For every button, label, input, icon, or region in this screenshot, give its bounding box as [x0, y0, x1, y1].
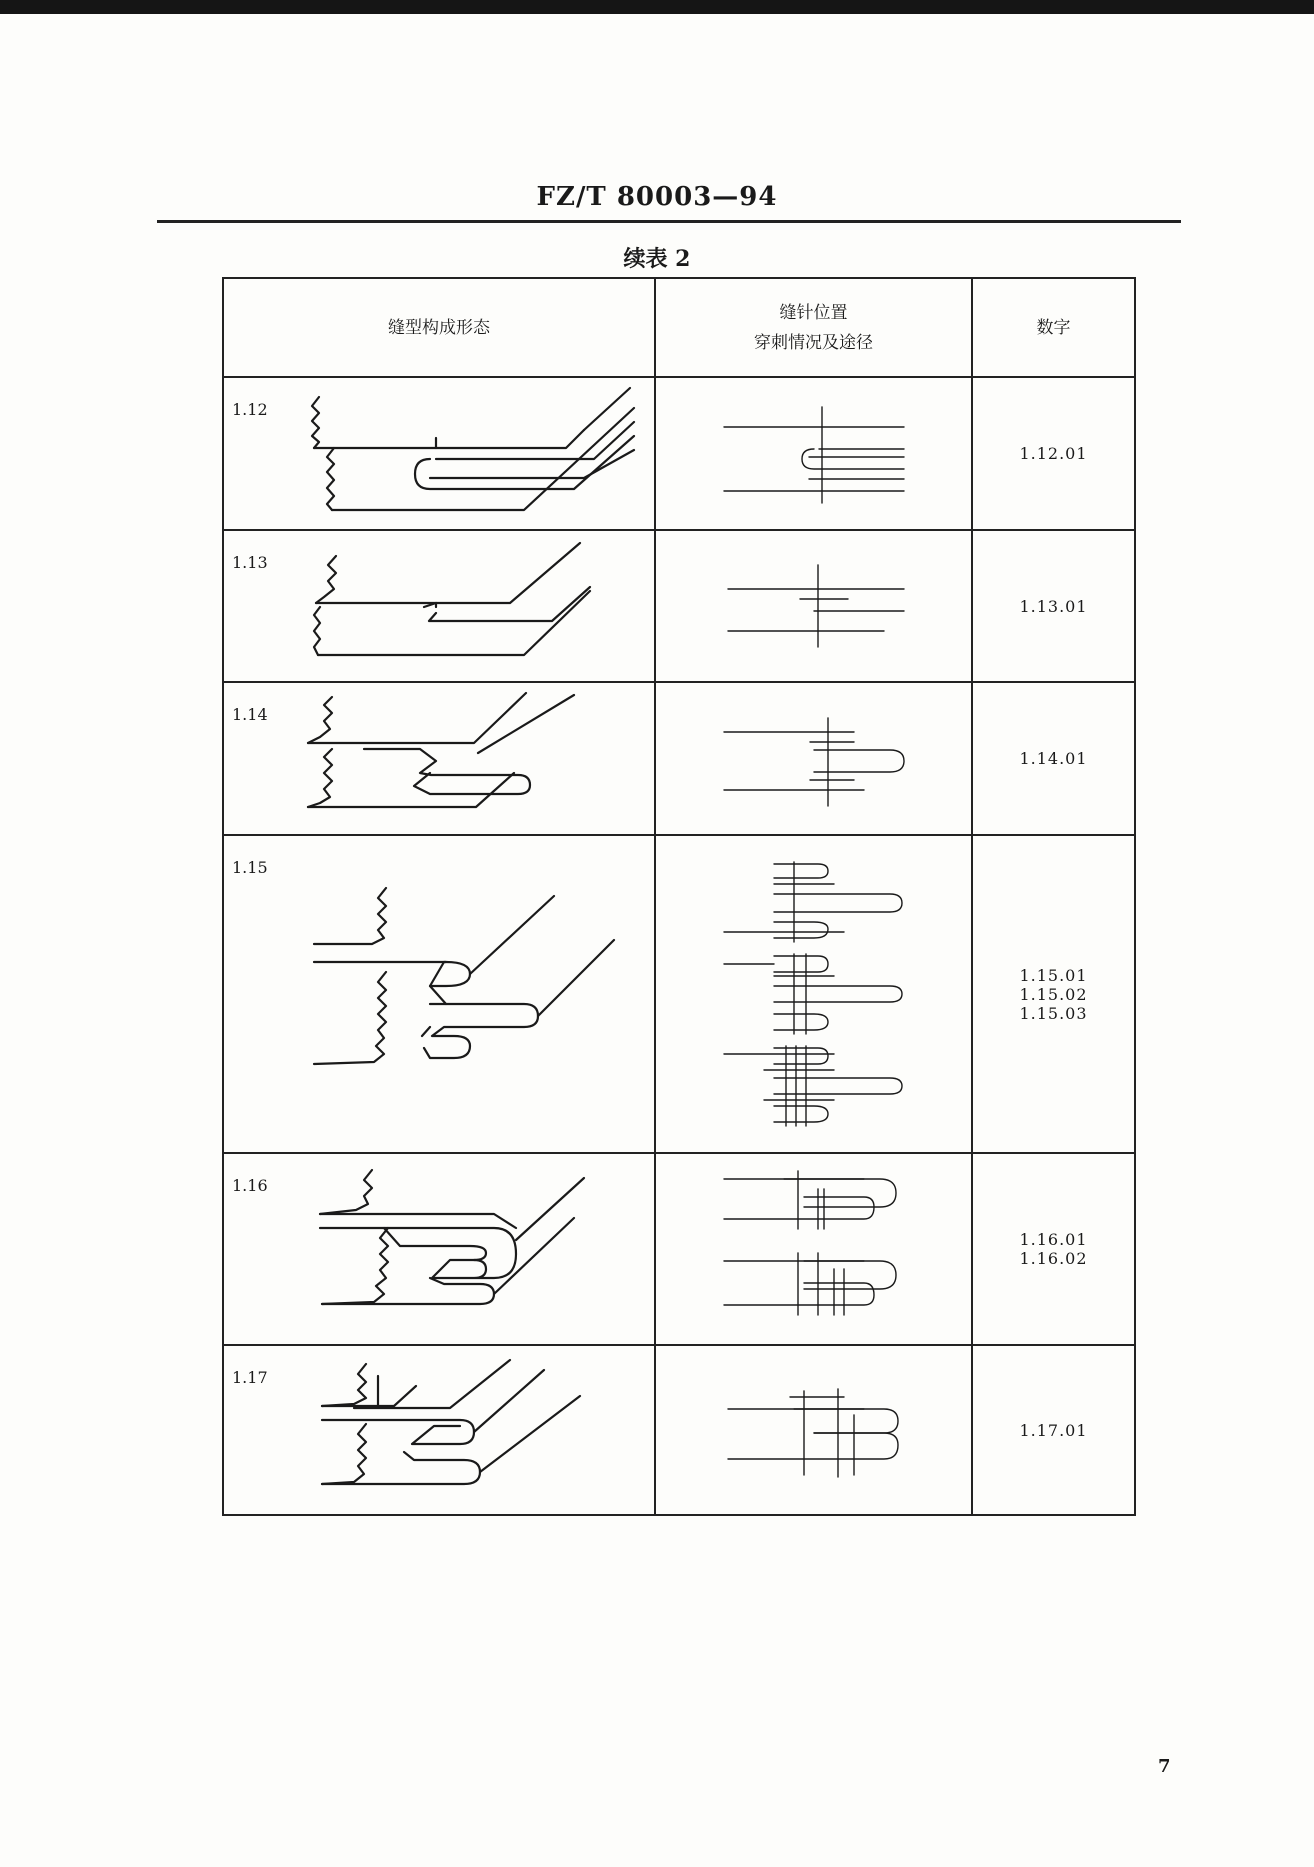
form-cell — [223, 1153, 655, 1345]
column-header-path-line2: 穿刺情况及途径 — [754, 332, 873, 353]
form-cell — [223, 682, 655, 835]
table-row — [223, 1345, 1135, 1515]
needle-path-diagram — [714, 1375, 914, 1485]
needle-path-diagram — [714, 1167, 914, 1249]
table-row — [223, 1153, 1135, 1345]
needle-path-diagram — [714, 704, 914, 814]
seam-formation-diagram — [224, 1346, 654, 1516]
standard-header: FZ/T 80003—94 — [536, 182, 778, 212]
needle-path-diagram — [714, 551, 914, 661]
needle-path-cell — [655, 682, 972, 835]
needle-path-diagram — [714, 1040, 914, 1132]
seam-formation-diagram — [224, 1154, 654, 1346]
column-header-form: 缝型构成形态 — [223, 278, 655, 377]
seam-formation-diagram — [224, 683, 654, 836]
needle-path-cell — [655, 1345, 972, 1515]
seam-formation-diagram — [224, 836, 654, 1154]
needle-path-cell — [655, 530, 972, 682]
needle-path-cell — [655, 835, 972, 1153]
seam-code: 1.17.01 — [1019, 1420, 1088, 1440]
seam-code: 1.15.02 — [1019, 984, 1088, 1004]
seam-code: 1.14.01 — [1019, 749, 1088, 768]
form-cell — [223, 835, 655, 1153]
seam-code: 1.16.01 — [1019, 1230, 1088, 1249]
number-cell — [972, 377, 1135, 530]
seam-code: 1.15.03 — [1019, 1003, 1088, 1023]
table-row — [223, 377, 1135, 530]
page-number: 7 — [1158, 1756, 1171, 1777]
column-header-number: 数字 — [972, 278, 1135, 377]
seam-type-table — [222, 277, 1136, 1516]
row-label: 1.13 — [232, 553, 268, 572]
row-label: 1.14 — [232, 705, 268, 724]
table-row — [223, 682, 1135, 835]
number-cell — [972, 1153, 1135, 1345]
seam-formation-diagram — [224, 378, 654, 531]
needle-path-diagram — [714, 1249, 914, 1331]
seam-code: 1.13.01 — [1019, 596, 1088, 616]
number-cell — [972, 835, 1135, 1153]
needle-path-cell — [655, 1153, 972, 1345]
needle-path-cell — [655, 377, 972, 530]
scan-top-edge — [0, 0, 1314, 14]
form-cell — [223, 1345, 655, 1515]
table-header-row — [223, 278, 1135, 377]
table-row — [223, 530, 1135, 682]
row-label: 1.12 — [232, 400, 268, 419]
needle-path-diagram — [714, 856, 914, 948]
seam-code: 1.16.02 — [1019, 1249, 1088, 1268]
needle-path-diagram — [714, 399, 914, 509]
number-cell — [972, 1345, 1135, 1515]
form-cell — [223, 377, 655, 530]
form-cell — [223, 530, 655, 682]
number-cell — [972, 530, 1135, 682]
table-caption: 续表 2 — [623, 246, 691, 272]
seam-code: 1.12.01 — [1019, 444, 1088, 463]
row-label: 1.16 — [232, 1176, 268, 1195]
column-header-path-line1: 缝针位置 — [779, 302, 848, 323]
column-header-path — [655, 278, 972, 377]
row-label: 1.17 — [232, 1368, 268, 1387]
seam-formation-diagram — [224, 531, 654, 683]
table-row — [223, 835, 1135, 1153]
row-label: 1.15 — [232, 858, 268, 877]
seam-code: 1.15.01 — [1019, 965, 1088, 985]
needle-path-diagram — [714, 948, 914, 1040]
header-rule — [157, 220, 1181, 223]
number-cell — [972, 682, 1135, 835]
